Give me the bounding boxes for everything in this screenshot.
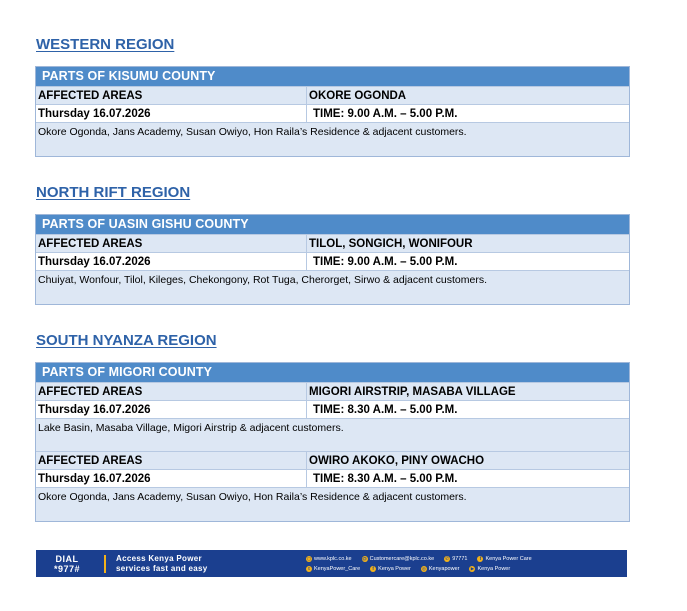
affected-areas-row xyxy=(36,382,629,400)
outage-date: Thursday 16.07.2026 xyxy=(36,105,307,122)
outage-time: TIME: 9.00 A.M. – 5.00 P.M. xyxy=(313,255,458,268)
schedule-row xyxy=(36,400,629,418)
region-title: WESTERN REGION xyxy=(36,36,175,53)
affected-areas-label: AFFECTED AREAS xyxy=(36,87,307,104)
contact-list xyxy=(276,555,627,573)
outage-time: TIME: 9.00 A.M. – 5.00 P.M. xyxy=(313,107,458,120)
affected-areas-row xyxy=(36,86,629,104)
contact-facebook[interactable]: f Kenya Power Care xyxy=(477,555,531,563)
outage-date: Thursday 16.07.2026 xyxy=(36,401,307,418)
contact-facebook[interactable]: f Kenya Power xyxy=(370,565,411,573)
schedule-row xyxy=(36,469,629,487)
facebook-icon: f xyxy=(370,566,376,572)
access-tagline xyxy=(116,554,276,574)
outage-date: Thursday 16.07.2026 xyxy=(36,470,307,487)
twitter-icon: t xyxy=(306,566,312,572)
region-table xyxy=(35,362,630,522)
outage-time: TIME: 8.30 A.M. – 5.00 P.M. xyxy=(313,472,458,485)
facebook-icon: f xyxy=(477,556,483,562)
area-name: OWIRO AKOKO, PINY OWACHO xyxy=(309,454,485,467)
instagram-icon: ◎ xyxy=(421,565,426,571)
footer-divider xyxy=(104,555,106,573)
access-line-1: Access Kenya Power xyxy=(116,553,202,563)
email-icon: @ xyxy=(362,555,367,561)
dial-code: *977# xyxy=(53,563,81,574)
contact-whatsapp[interactable]: ✆ 97771 xyxy=(445,555,468,562)
outage-time: TIME: 8.30 A.M. – 5.00 P.M. xyxy=(313,403,458,416)
region-title: SOUTH NYANZA REGION xyxy=(36,332,217,349)
region-title: NORTH RIFT REGION xyxy=(36,184,191,201)
contact-website[interactable]: ◻ www.kplc.co.ke xyxy=(307,555,352,562)
area-name: OKORE OGONDA xyxy=(309,89,407,102)
footer-banner xyxy=(36,550,627,577)
affected-areas-row xyxy=(36,234,629,252)
youtube-icon: ▶ xyxy=(470,565,475,571)
schedule-row xyxy=(36,252,629,270)
contact-twitter[interactable]: t KenyaPower_Care xyxy=(306,565,360,573)
access-line-2: services fast and easy xyxy=(116,563,208,573)
area-name: MIGORI AIRSTRIP, MASABA VILLAGE xyxy=(309,385,516,398)
contact-row xyxy=(306,565,627,573)
affected-areas-label: AFFECTED AREAS xyxy=(36,452,307,469)
county-header: PARTS OF MIGORI COUNTY xyxy=(36,363,629,382)
web-icon: ◻ xyxy=(307,555,311,561)
affected-areas-row xyxy=(36,451,629,469)
affected-areas-label: AFFECTED AREAS xyxy=(36,383,307,400)
region-table xyxy=(35,66,630,157)
outage-date: Thursday 16.07.2026 xyxy=(36,253,307,270)
whatsapp-icon: ✆ xyxy=(445,555,450,561)
dial-label: DIAL xyxy=(55,553,79,564)
region-table xyxy=(35,214,630,305)
ussd-dial-block xyxy=(36,554,98,574)
schedule-row xyxy=(36,104,629,122)
affected-description: Okore Ogonda, Jans Academy, Susan Owiyo, Hon Raila’s Residence & adjacent customers. xyxy=(36,487,629,521)
contact-row xyxy=(306,555,627,563)
area-name: TILOL, SONGICH, WONIFOUR xyxy=(309,237,473,250)
affected-description: Lake Basin, Masaba Village, Migori Airstrip & adjacent customers. xyxy=(36,418,629,451)
county-header: PARTS OF UASIN GISHU COUNTY xyxy=(36,215,629,234)
contact-youtube[interactable]: ▶ Kenya Power xyxy=(470,565,511,572)
affected-areas-label: AFFECTED AREAS xyxy=(36,235,307,252)
affected-description: Chuiyat, Wonfour, Tilol, Kileges, Chekongony, Rot Tuga, Cherorget, Sirwo & adjacent customers. xyxy=(36,270,629,304)
contact-email[interactable]: @ Customercare@kplc.co.ke xyxy=(362,555,435,562)
contact-instagram[interactable]: ◎ Kenyapower xyxy=(421,565,460,572)
county-header: PARTS OF KISUMU COUNTY xyxy=(36,67,629,86)
affected-description: Okore Ogonda, Jans Academy, Susan Owiyo, Hon Raila’s Residence & adjacent customers. xyxy=(36,122,629,156)
